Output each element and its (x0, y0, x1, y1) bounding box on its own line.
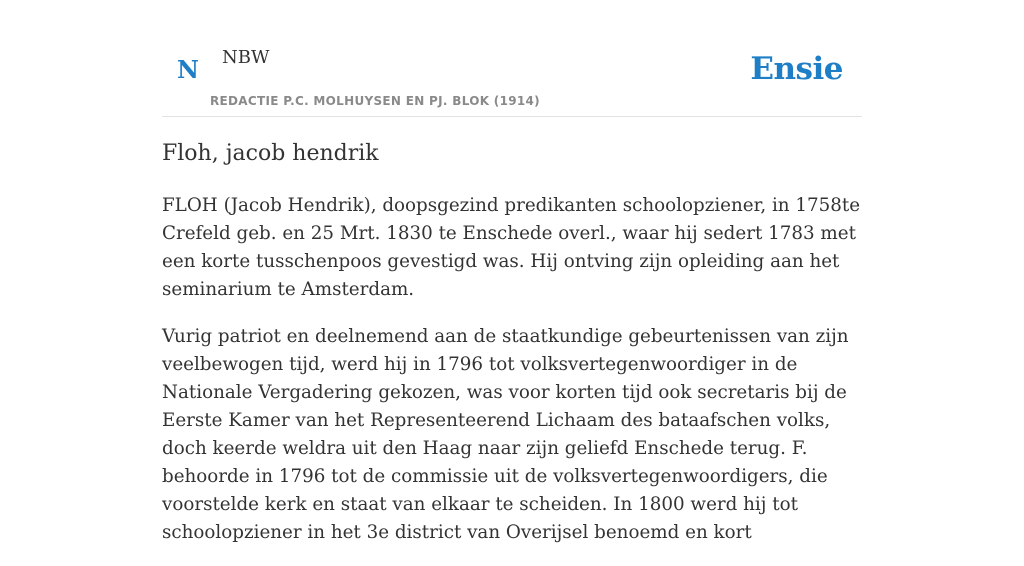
brand-logo[interactable]: Ensie (750, 51, 843, 87)
page (162, 0, 862, 543)
source-name[interactable]: NBW (222, 47, 270, 68)
article-body (162, 192, 862, 566)
article-paragraph: FLOH (Jacob Hendrik), doopsgezind predikanten schoolopziener, in 1758te Crefeld geb. en 25 Mrt. 1830 te Enschede overl., waar hij sedert 1783 met een korte tusschenpoos gevestigd was. Hij ontving zijn opleiding aan het seminarium te Amsterdam. (162, 195, 861, 300)
article-paragraph: Vurig patriot en deelnemend aan de staatkundige gebeurtenissen van zijn veelbewogen tijd, werd hij in 1796 tot volksvertegenwoordiger in de Nationale Vergadering gekozen, was voor korten tijd ook secretaris bij de Eerste Kamer van het Representeerend Lichaam des bataafschen volks, doch keerde weldra uit den Haag naar zijn geliefd Enschede terug. F. behoorde in 1796 tot de commissie uit de volksvertegenwoordigers, die voorstelde kerk en staat van elkaar te scheiden. In 1800 werd hij tot schoolopziener in het 3e district van Overijsel benoemd en kort (162, 326, 849, 543)
header (162, 0, 862, 117)
source-logo-icon[interactable]: N (177, 55, 199, 84)
article-title: Floh, jacob hendrik (162, 141, 379, 166)
source-subtitle: REDACTIE P.C. MOLHUYSEN EN PJ. BLOK (1914) (210, 94, 540, 108)
